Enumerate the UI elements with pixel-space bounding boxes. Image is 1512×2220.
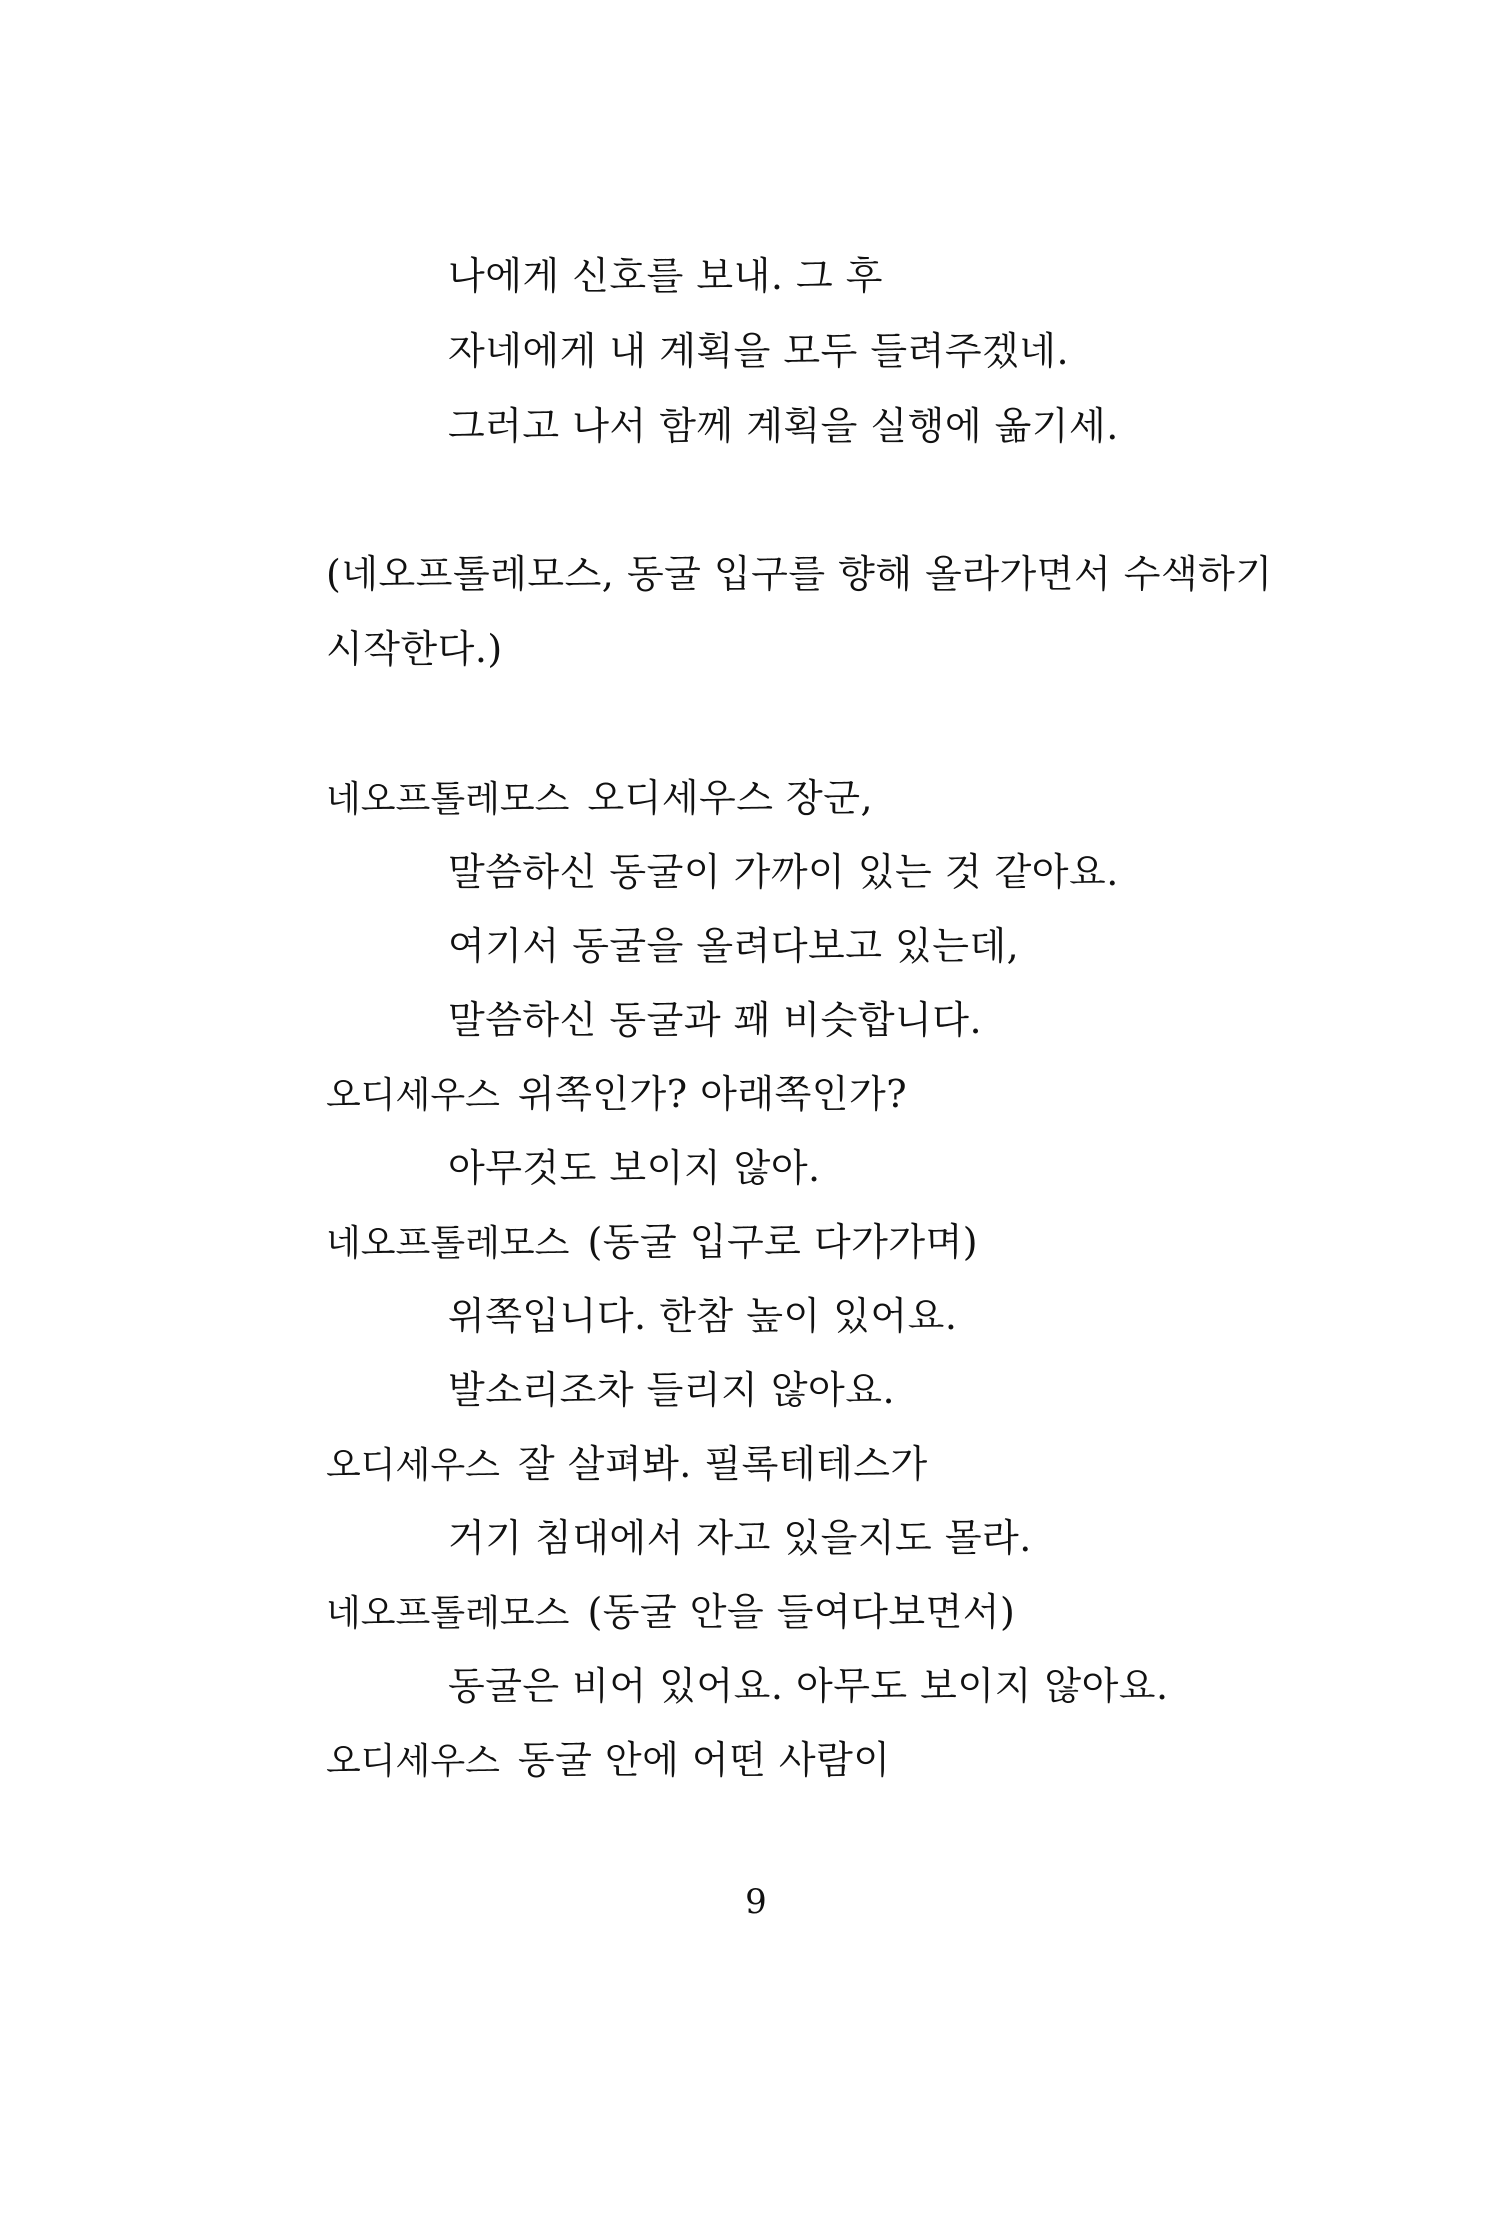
speech-text: 동굴 안에 어떤 사람이	[517, 1738, 891, 1782]
dialogue-line	[326, 1736, 891, 1786]
speaker-name: 네오프톨레모스	[326, 1593, 570, 1634]
speaker-name: 오디세우스	[326, 1445, 500, 1486]
speech-line: 거기 침대에서 자고 있을지도 몰라.	[448, 1516, 1032, 1560]
speech-line: 자네에게 내 계획을 모두 들려주겠네.	[448, 329, 1070, 373]
speech-text: (동굴 안을 들여다보면서)	[587, 1590, 1016, 1634]
page-number: 9	[745, 1882, 767, 1922]
dialogue-line	[326, 1440, 928, 1490]
speech-line: 말씀하신 동굴과 꽤 비슷합니다.	[448, 998, 983, 1042]
dialogue-line	[326, 1218, 978, 1268]
speech-text: (동굴 입구로 다가가며)	[587, 1220, 979, 1264]
stage-direction-line: 시작한다.)	[326, 627, 503, 671]
dialogue-line	[326, 1588, 1015, 1638]
speaker-name: 네오프톨레모스	[326, 779, 570, 820]
speech-text: 잘 살펴봐. 필록테테스가	[517, 1442, 928, 1486]
stage-direction-line: (네오프톨레모스, 동굴 입구를 향해 올라가면서 수색하기	[326, 552, 1273, 596]
speech-line: 아무것도 보이지 않아.	[448, 1146, 821, 1190]
speech-line: 동굴은 비어 있어요. 아무도 보이지 않아요.	[448, 1664, 1169, 1708]
speech-line: 여기서 동굴을 올려다보고 있는데,	[448, 924, 1020, 968]
speech-line: 나에게 신호를 보내. 그 후	[448, 254, 883, 298]
speech-text: 오디세우스 장군,	[587, 776, 874, 820]
speech-line: 말씀하신 동굴이 가까이 있는 것 같아요.	[448, 850, 1119, 894]
speech-line: 발소리조차 들리지 않아요.	[448, 1368, 896, 1412]
speech-line: 그러고 나서 함께 계획을 실행에 옮기세.	[448, 404, 1119, 448]
speech-text: 위쪽인가? 아래쪽인가?	[517, 1072, 908, 1116]
dialogue-line	[326, 1070, 907, 1120]
dialogue-line	[326, 774, 873, 824]
speaker-name: 오디세우스	[326, 1741, 500, 1782]
speaker-name: 네오프톨레모스	[326, 1223, 570, 1264]
speaker-name: 오디세우스	[326, 1075, 500, 1116]
speech-line: 위쪽입니다. 한참 높이 있어요.	[448, 1294, 958, 1338]
